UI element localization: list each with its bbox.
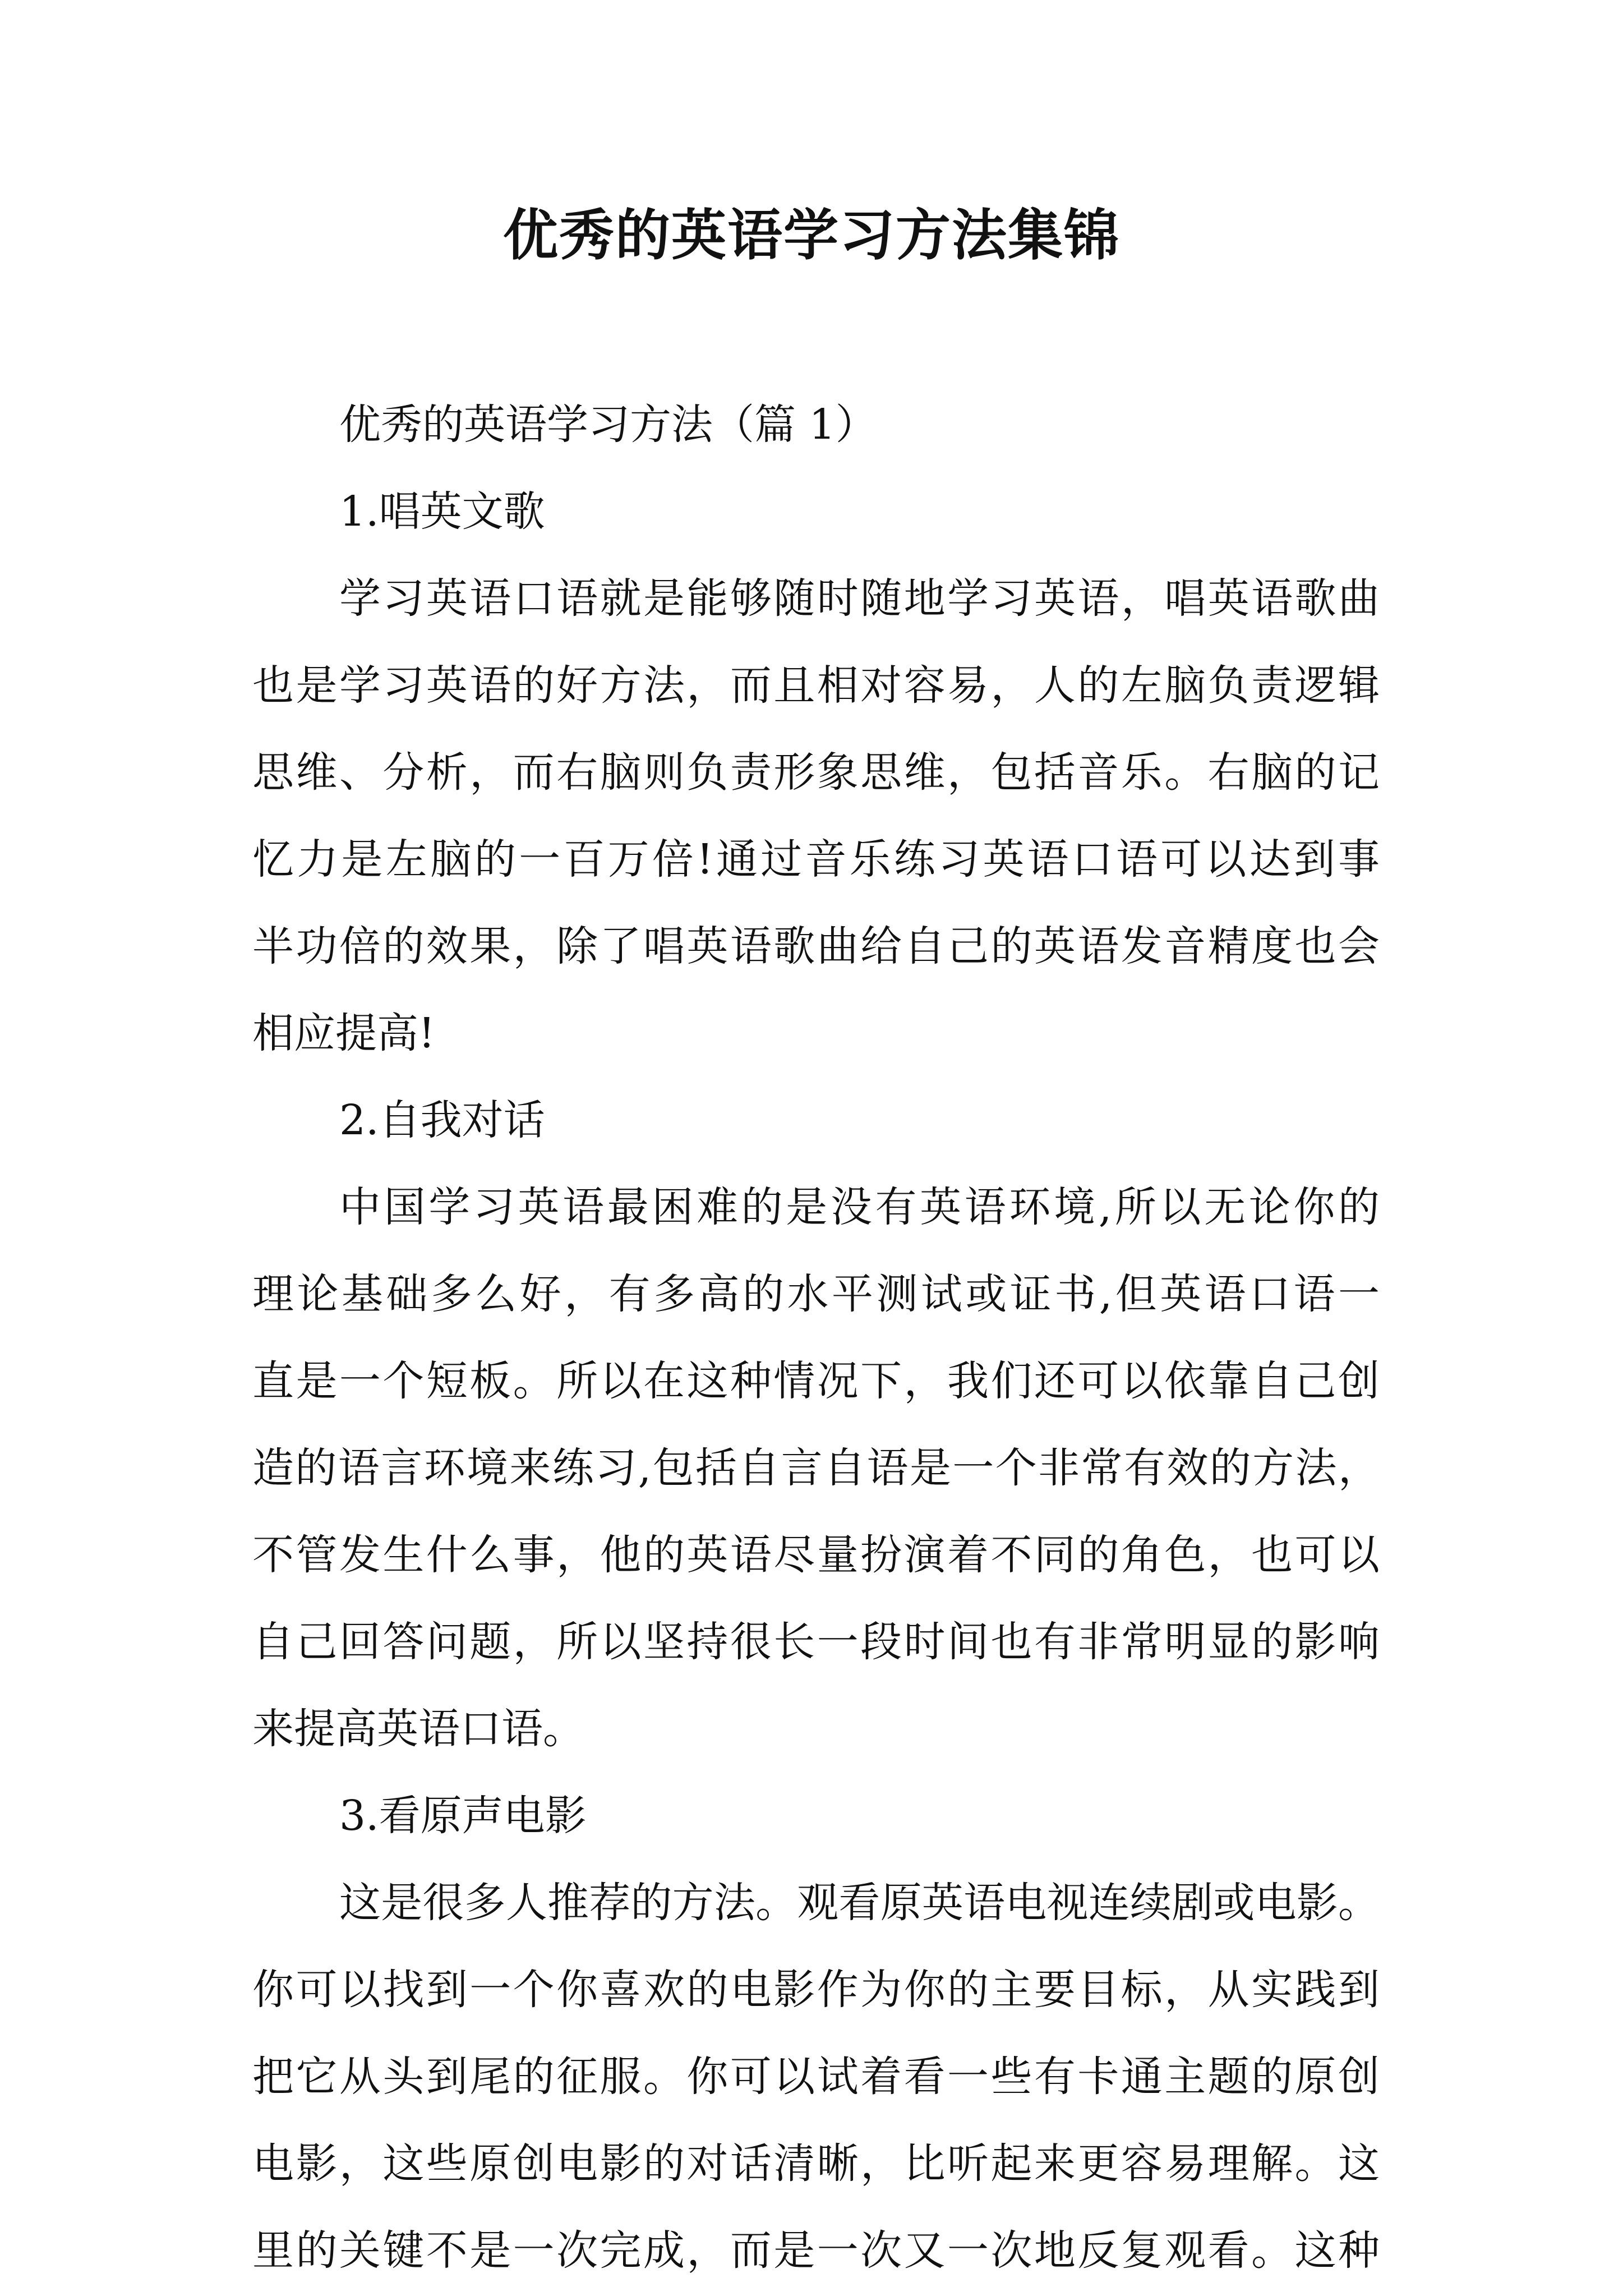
paragraph-line: 不管发生什么事，他的英语尽量扮演着不同的角色，也可以: [252, 1531, 1380, 1579]
paragraph-line: 电影，这些原创电影的对话清晰，比听起来更容易理解。这: [252, 2139, 1380, 2188]
paragraph-line: 忆力是左脑的一百万倍!通过音乐练习英语口语可以达到事: [252, 835, 1380, 884]
paragraph-line: 也是学习英语的好方法，而且相对容易，人的左脑负责逻辑: [252, 661, 1380, 710]
document-body: [252, 381, 1380, 2294]
paragraph-line: 中国学习英语最困难的是没有英语环境,所以无论你的: [339, 1183, 1380, 1231]
paragraph-line: 造的语言环境来练习,包括自言自语是一个非常有效的方法，: [252, 1444, 1380, 1492]
paragraph-line: 思维、分析，而右脑则负责形象思维，包括音乐。右脑的记: [252, 748, 1380, 797]
paragraph-line: 里的关键不是一次完成，而是一次又一次地反复观看。这种: [252, 2226, 1380, 2275]
paragraph-line: 理论基础多么好，有多高的水平测试或证书,但英语口语一: [252, 1270, 1380, 1318]
section-heading: 优秀的英语学习方法（篇 1）: [339, 401, 877, 449]
subsection-heading: 3.看原声电影: [339, 1792, 587, 1840]
subsection-heading: 1.唱英文歌: [339, 487, 545, 536]
paragraph-line: 你可以找到一个你喜欢的电影作为你的主要目标，从实践到: [252, 1966, 1380, 2014]
paragraph-line: 半功倍的效果，除了唱英语歌曲给自己的英语发音精度也会: [252, 922, 1380, 970]
paragraph-line: 把它从头到尾的征服。你可以试着看一些有卡通主题的原创: [252, 2053, 1380, 2101]
subsection-heading: 2.自我对话: [339, 1096, 545, 1144]
paragraph-line: 来提高英语口语。: [252, 1705, 584, 1753]
paragraph-line: 学习英语口语就是能够随时随地学习英语，唱英语歌曲: [339, 574, 1380, 623]
paragraph-line: 直是一个短板。所以在这种情况下，我们还可以依靠自己创: [252, 1357, 1380, 1405]
paragraph-line: 这是很多人推荐的方法。观看原英语电视连续剧或电影。: [339, 1879, 1380, 1927]
paragraph-line: 自己回答问题，所以坚持很长一段时间也有非常明显的影响: [252, 1618, 1380, 1666]
paragraph-line: 相应提高!: [252, 1009, 435, 1057]
document-title: 优秀的英语学习方法集锦: [502, 204, 1120, 268]
